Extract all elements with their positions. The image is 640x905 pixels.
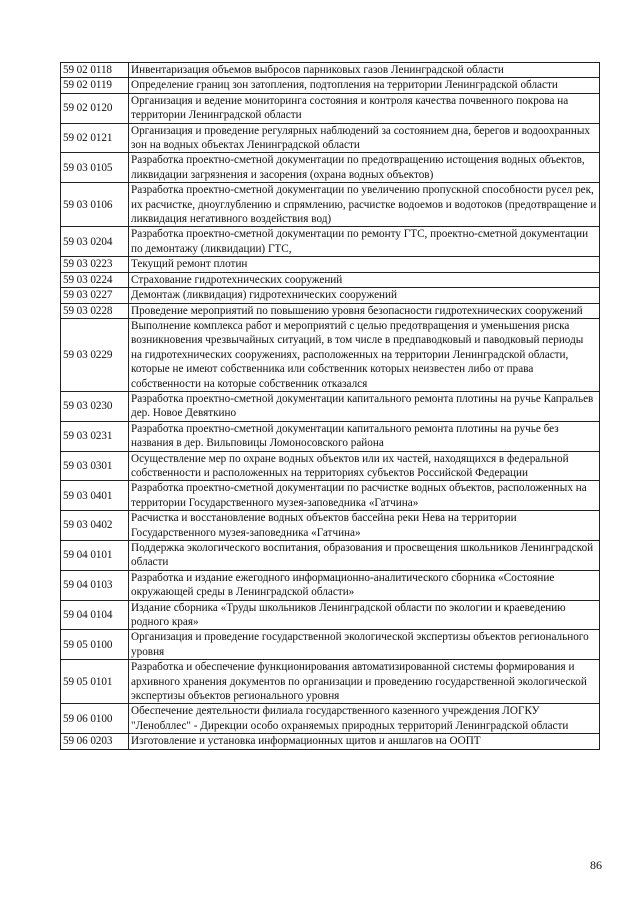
table-row [61,570,600,600]
code-description: Инвентаризация объемов выбросов парниковых газов Ленинградской области [129,63,600,78]
budget-code: 59 03 0402 [61,511,129,541]
page-number: 86 [590,858,602,872]
table-row [61,93,600,123]
code-description: Организация и проведение регулярных наблюдений за состоянием дна, берегов и водоохранных зон на водных объектах Ленинградской области [129,123,600,153]
budget-code: 59 03 0401 [61,481,129,511]
code-description: Разработка и обеспечение функционирования автоматизированной системы формирования и архивного хранения документов по организации и проведению государственной экологической экспертизы объектов регионального уровня [129,660,600,704]
budget-code: 59 03 0228 [61,303,129,318]
budget-code: 59 03 0223 [61,257,129,272]
table-row [61,303,600,318]
code-description: Разработка проектно-сметной документации по расчистке водных объектов, расположенных на территории Государственного музея-заповедника «Гатчина» [129,481,600,511]
code-description: Издание сборника «Труды школьников Ленинградской области по экологии и краеведению родного края» [129,600,600,630]
budget-code: 59 04 0103 [61,570,129,600]
code-description: Разработка и издание ежегодного информационно-аналитического сборника «Состояние окружающей среды в Ленинградской области» [129,570,600,600]
code-description: Организация и ведение мониторинга состояния и контроля качества почвенного покрова на территории Ленинградской области [129,93,600,123]
code-description: Разработка проектно-сметной документации по предотвращению истощения водных объектов, ликвидации загрязнения и засорения (охрана водных объектов) [129,153,600,183]
code-description: Расчистка и восстановление водных объектов бассейна реки Нева на территории Государственного музея-заповедника «Гатчина» [129,511,600,541]
table-row [61,600,600,630]
code-description: Осуществление мер по охране водных объектов или их частей, находящихся в федеральной собственности и расположенных на территориях субъектов Российской Федерации [129,451,600,481]
table-row [61,63,600,78]
budget-codes-table [60,62,600,750]
budget-code: 59 02 0120 [61,93,129,123]
table-row [61,421,600,451]
table-row [61,272,600,287]
table-row [61,660,600,704]
code-description: Определение границ зон затопления, подтопления на территории Ленинградской области [129,78,600,93]
table-row [61,227,600,257]
code-description: Текущий ремонт плотин [129,257,600,272]
budget-code: 59 03 0230 [61,391,129,421]
table-row [61,511,600,541]
table-row [61,734,600,749]
table-row [61,704,600,734]
table-row [61,391,600,421]
table-row [61,451,600,481]
budget-code: 59 03 0301 [61,451,129,481]
code-description: Выполнение комплекса работ и мероприятий с целью предотвращения и уменьшения риска возникновения чрезвычайных ситуаций, в том числе в предпаводковый и паводковый периоды на гидротехнических сооружениях, расположенных на территории Ленинградской области, которые не имеют собственника или собственник которых неизвестен либо от права собственности на которые собственник отказался [129,318,600,391]
budget-code: 59 03 0227 [61,288,129,303]
table-row [61,630,600,660]
budget-code: 59 03 0229 [61,318,129,391]
budget-code: 59 05 0101 [61,660,129,704]
budget-code: 59 02 0119 [61,78,129,93]
code-description: Проведение мероприятий по повышению уровня безопасности гидротехнических сооружений [129,303,600,318]
code-description: Поддержка экологического воспитания, образования и просвещения школьников Ленинградской области [129,541,600,571]
budget-code: 59 03 0231 [61,421,129,451]
code-description: Разработка проектно-сметной документации капитального ремонта плотины на ручье без названия в дер. Вильповицы Ломоносовского района [129,421,600,451]
budget-code: 59 04 0104 [61,600,129,630]
budget-code: 59 06 0203 [61,734,129,749]
table-row [61,78,600,93]
code-description: Демонтаж (ликвидация) гидротехнических сооружений [129,288,600,303]
budget-code: 59 02 0121 [61,123,129,153]
code-description: Разработка проектно-сметной документации капитального ремонта плотины на ручье Капральев дер. Новое Девяткино [129,391,600,421]
budget-code: 59 02 0118 [61,63,129,78]
table-body [61,63,600,750]
table-row [61,123,600,153]
budget-code: 59 03 0224 [61,272,129,287]
code-description: Организация и проведение государственной экологической экспертизы объектов регионального уровня [129,630,600,660]
budget-code: 59 03 0106 [61,183,129,227]
code-description: Разработка проектно-сметной документации по увеличению пропускной способности русел рек, их расчистке, дноуглублению и спрямлению, расчистке водоемов и водотоков (предотвращение и ликвидация негативного воздействия вод) [129,183,600,227]
table-row [61,481,600,511]
code-description: Страхование гидротехнических сооружений [129,272,600,287]
code-description: Обеспечение деятельности филиала государственного казенного учреждения ЛОГКУ "Ленобллес" - Дирекции особо охраняемых природных территорий Ленинградской области [129,704,600,734]
table-row [61,183,600,227]
table-row [61,318,600,391]
budget-code: 59 06 0100 [61,704,129,734]
table-row [61,288,600,303]
table-row [61,541,600,571]
table-row [61,153,600,183]
code-description: Разработка проектно-сметной документации по ремонту ГТС, проектно-сметной документации по демонтажу (ликвидации) ГТС, [129,227,600,257]
budget-code: 59 03 0204 [61,227,129,257]
table-row [61,257,600,272]
budget-code: 59 04 0101 [61,541,129,571]
budget-code: 59 03 0105 [61,153,129,183]
budget-code: 59 05 0100 [61,630,129,660]
code-description: Изготовление и установка информационных щитов и аншлагов на ООПТ [129,734,600,749]
